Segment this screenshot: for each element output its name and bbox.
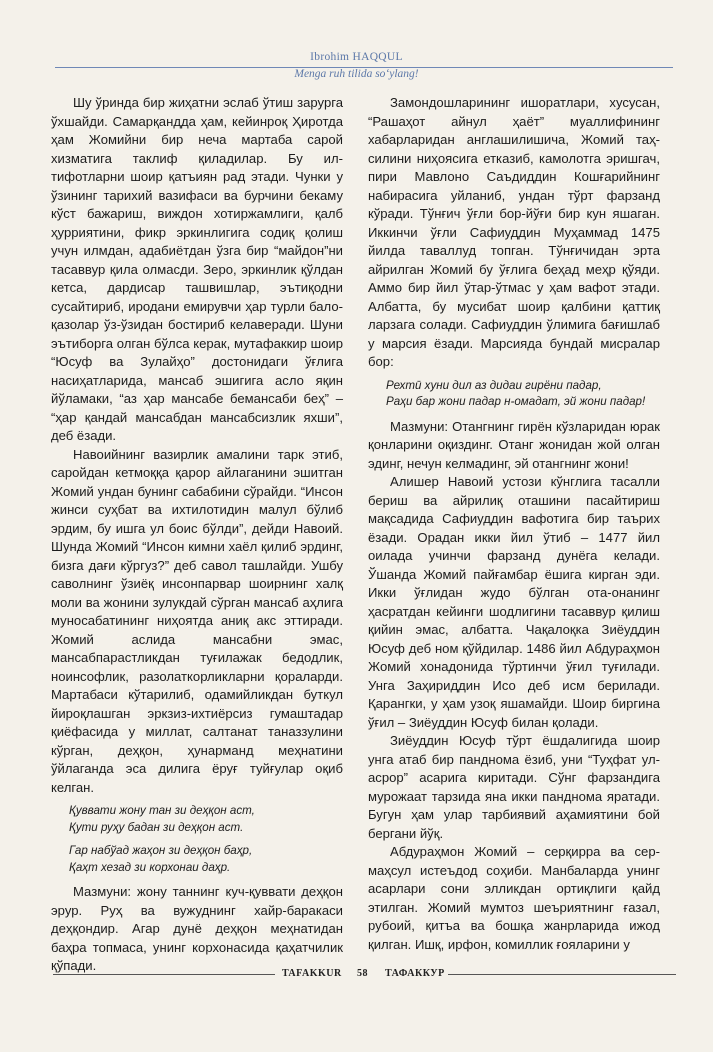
footer-rule-right (448, 974, 676, 975)
footer-journal-latin: TAFAKKUR (282, 968, 342, 979)
running-head (0, 50, 713, 81)
verse-line: Қути руҳу бадан зи деҳқон аст. (69, 820, 244, 834)
footer-journal-cyrillic: ТАФАККУР (385, 968, 445, 979)
left-column (51, 94, 343, 976)
verse-line: Рехтӣ хуни дил аз дидаи гирёни падар, (386, 378, 602, 392)
verse-line: Қуввати жону тан зи деҳқон аст, (69, 804, 255, 817)
paragraph: Навоийнинг вазирлик амалини тарк этиб, саройдан кетмоққа қарор айлаганини эшитган Жомий ундан бунинг сабабини сўрайди. “Инсон жинси суҳбат ва ихтилотидин малул бўлиб эрдим, бу ишга ул боис бўлди”, дейди Навоий. Шунда Жомий “Инсон кимни хаёл қилиб эрдинг, бизга дағи кўргуз?” деб савол ташлайди. Ушбу саволнинг ўзиёқ инсонпарвар шоирнинг халқ моли ва жонини зулукдай сўрган мансаб аҳлига муносабатининг ниҳоятда аниқ акс эттиради. Жомий аслида мансабни эмас, мансабпарастликдан туғилажак бедодлик, ноинсофлик, разолаткорликларни қораларди. Мартабаси кўтарилиб, одамийликдан буткул йироқлашган эркзиз-ихтиёрсиз гумаштадар қиёфасида у миллат, салтанат таназзулини кўрган, деҳқон, ҳунарманд меҳнатини ўйлаганда эса дилига ёруғ туйғулар оқиб келган. (51, 446, 343, 795)
right-column (368, 94, 660, 954)
paragraph: Зиёуддин Юсуф тўрт ёшдалигида шоир унга атаб бир панднома ёзиб, уни “Туҳфат ул-асрор” асарига киритади. Сўнг фарзандига мурожаат тарзида яна икки панднома яратади. Бугун ҳам улар тарбиявий аҳамиятини бой бергани йўқ. (368, 733, 660, 841)
paragraph: Мазмуни: Отангнинг гирён кўзларидан юрак қонларини оқиздинг. Отанг жонидан жой олган эдинг, нечун келмадинг, эй отангнинг жони! (368, 418, 660, 471)
verse-line: Қаҳт хезад зи корхонаи даҳр. (69, 860, 231, 874)
author-name: Ibrohim HAQQUL (310, 51, 403, 63)
verse-block (51, 843, 343, 876)
header-divider (55, 67, 673, 68)
verse-block (368, 378, 660, 411)
verse-line: Гар набўад жаҳон зи деҳқон баҳр, (69, 844, 253, 857)
paragraph: Шу ўринда бир жиҳатни эслаб ўтиш зарурга ўхшайди. Самарқандда ҳам, кейинроқ Ҳиротда ҳам Жомийни бир неча мартаба сарой хизматига таклиф қиладилар. Бу илтифотларни шоир қатъиян рад этади. Чунки у ўзининг тарихий вазифаси ва бурчини бекаму кўст бажариш, виждон хотиржамлиги, қалб ҳурриятини, фикр эркинлигига содиқ қолиш учун илмдан, адабиётдан ўзга бир “майдон”ни тасаввур қила олмасди. Зеро, эркинлик қўлдан кетса, дардисар ташвишлар, эътиқодни сусайтириб, иродани емирувчи ҳар турли бало-қазолар ўз-ўзидан бостириб келаверади. Шуни эътиборга олган бўлса керак, мутафаккир шоир “Юсуф ва Зулайҳо” достонидаги ўғлига насиҳатларида, мансаб эшигига асло яқин йўламаки, “аз ҳар мансабе бемансаби беҳ” – “ҳар қандай мансабдан мансабсизлик яхши”, деб ёзади. (51, 95, 343, 443)
footer-rule-left (53, 974, 275, 975)
paragraph: Алишер Навоий устози кўнглига тасалли бериш ва айрилиқ оташини пасайтириш мақсадида Сафиуддин вафотига бир таърих ёзади. Орадан икки йил ўтиб – 1477 йил оилада учинчи фарзанд дунёга келади. Ўшанда Жомий пайғамбар ёшига кирган эди. Икки ўғлидан жудо бўлган ота-онанинг ҳасратдан кейинги шодлигини тасаввур қилиш қийин эмас, албатта. Чақалоқка Зиёуддин Юсуф деб ном қўйдилар. 1486 йил Абдураҳмон Жомий хонадонида тўртинчи ўғил туғилади. Унга Заҳириддин Исо деб исм берилади. Қарангки, у ҳам узоқ яшамайди. Шоир биргина ўғил – Зиёуддин Юсуф билан қолади. (368, 474, 660, 730)
page-number: 58 (357, 968, 368, 979)
paragraph: Абдураҳмон Жомий – серқирра ва сермаҳсул истеъдод соҳиби. Манбаларда унинг асарлари сони элликдан ортиқлиги қайд этилган. Жомий мумтоз шеъриятнинг ғазал, рубоий, қитъа ва бошқа жанрларида ижод қилган. Ишқ, ирфон, комиллик ғояларини у (368, 844, 660, 952)
paragraph: Мазмуни: жону таннинг куч-қуввати деҳқон эрур. Руҳ ва вужуднинг хайр-баракаси деҳқондир. Агар дунё деҳқон меҳнатидан баҳра топмаса, унинг корхонасида қаҳатчилик қўпади. (51, 884, 343, 973)
paragraph: Замондошларининг ишоратлари, хусусан, “Рашаҳот айнул ҳаёт” муаллифининг хабарларидан англашилишича, Жомий таҳсилини ниҳоясига етказиб, камолотга эришгач, пири Мавлоно Саъдиддин Кошғарийнинг набирасига уйланиб, ундан тўрт фарзанд кўради. Тўнғич ўғли бор-йўғи бир кун яшаган. Иккинчи ўғли Сафиуддин Муҳаммад 1475 йилда таваллуд топган. Тўнғичидан эрта айрилган Жомий бу ўғлига беҳад меҳр қўяди. Аммо бир йил ўтар-ўтмас у ҳам вафот этади. Албатта, бу мусибат шоир қалбини қаттиқ ларзага солади. Сафиуддин ўлимига бағишлаб у марсия ёзади. Марсияда бундай мисралар бор: (368, 95, 660, 369)
book-subtitle: Menga ruh tilida so‘ylang! (294, 68, 419, 80)
verse-block (51, 803, 343, 836)
verse-line: Раҳи бар жони падар н-омадат, эй жони падар! (386, 395, 646, 408)
